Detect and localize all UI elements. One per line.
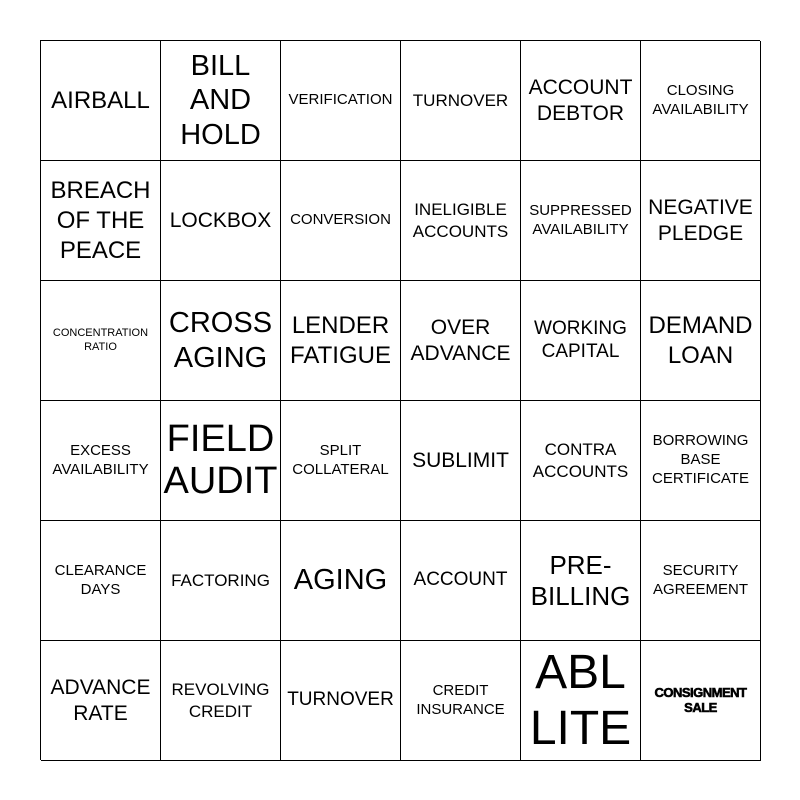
bingo-cell[interactable] — [401, 41, 521, 161]
cell-text: CONSIGNMENT SALE — [654, 685, 747, 715]
cell-text: SUBLIMIT — [412, 448, 509, 472]
bingo-cell[interactable] — [281, 161, 401, 281]
cell-text: SECURITY AGREEMENT — [652, 561, 748, 598]
bingo-cell[interactable] — [401, 521, 521, 641]
cell-text: LENDER FATIGUE — [290, 311, 391, 369]
bingo-cell[interactable] — [521, 401, 641, 521]
bingo-cell[interactable] — [161, 521, 281, 641]
cell-text: CREDIT INSURANCE — [416, 681, 505, 718]
cell-text: REVOLVING CREDIT — [171, 680, 270, 721]
bingo-cell[interactable] — [641, 161, 761, 281]
bingo-cell[interactable] — [521, 161, 641, 281]
cell-text: WORKING CAPITAL — [534, 317, 627, 362]
cell-text: PRE-BILLING — [530, 550, 631, 611]
bingo-cell[interactable] — [161, 641, 281, 761]
cell-text: ACCOUNT — [413, 569, 508, 591]
cell-text: TURNOVER — [412, 90, 509, 110]
bingo-cell[interactable] — [401, 281, 521, 401]
bingo-cell[interactable] — [41, 281, 161, 401]
bingo-cell[interactable] — [521, 281, 641, 401]
bingo-board — [40, 40, 760, 760]
cell-text: ADVANCE RATE — [50, 676, 151, 725]
bingo-cell[interactable] — [41, 41, 161, 161]
cell-text: VERIFICATION — [288, 91, 393, 109]
bingo-cell[interactable] — [161, 41, 281, 161]
cell-text: OVER ADVANCE — [410, 316, 511, 365]
bingo-cell[interactable] — [641, 641, 761, 761]
bingo-cell[interactable] — [641, 521, 761, 641]
bingo-cell[interactable] — [401, 401, 521, 521]
bingo-cell[interactable] — [41, 161, 161, 281]
bingo-cell[interactable] — [521, 521, 641, 641]
cell-text: LOCKBOX — [169, 208, 272, 232]
bingo-cell[interactable] — [161, 401, 281, 521]
bingo-cell[interactable] — [281, 641, 401, 761]
bingo-cell[interactable] — [521, 641, 641, 761]
bingo-cell[interactable] — [521, 41, 641, 161]
bingo-cell[interactable] — [281, 281, 401, 401]
bingo-cell[interactable] — [161, 161, 281, 281]
bingo-cell[interactable] — [641, 281, 761, 401]
cell-text: CLOSING AVAILABILITY — [652, 81, 749, 118]
bingo-cell[interactable] — [401, 161, 521, 281]
bingo-cell[interactable] — [281, 521, 401, 641]
bingo-cell[interactable] — [161, 281, 281, 401]
bingo-cell[interactable] — [41, 401, 161, 521]
cell-text: BORROWING BASE CERTIFICATE — [652, 432, 749, 487]
cell-text: AIRBALL — [51, 86, 150, 114]
cell-text: FIELD AUDIT — [163, 417, 278, 502]
cell-text: CONTRA ACCOUNTS — [532, 440, 629, 481]
cell-text: DEMAND LOAN — [648, 311, 753, 369]
cell-text: ABL LITE — [529, 646, 632, 755]
cell-text: CLEARANCE DAYS — [54, 561, 147, 598]
bingo-cell[interactable] — [401, 641, 521, 761]
bingo-cell[interactable] — [641, 41, 761, 161]
cell-text: BILL AND HOLD — [180, 50, 261, 151]
bingo-cell[interactable] — [41, 641, 161, 761]
cell-text: NEGATIVE PLEDGE — [648, 196, 753, 245]
cell-text: CONVERSION — [290, 211, 391, 229]
cell-text: AGING — [293, 564, 388, 597]
cell-text: TURNOVER — [287, 689, 394, 711]
cell-text: EXCESS AVAILABILITY — [52, 441, 149, 478]
bingo-cell[interactable] — [641, 401, 761, 521]
bingo-cell[interactable] — [281, 401, 401, 521]
cell-text: BREACH OF THE PEACE — [50, 176, 151, 264]
bingo-cell[interactable] — [281, 41, 401, 161]
cell-text: CROSS AGING — [168, 307, 273, 374]
cell-text: FACTORING — [171, 570, 270, 590]
cell-text: SPLIT COLLATERAL — [292, 441, 389, 478]
cell-text: CONCENTRATION RATIO — [52, 326, 149, 353]
bingo-cell[interactable] — [41, 521, 161, 641]
cell-text: INELIGIBLE ACCOUNTS — [412, 200, 509, 241]
cell-text: ACCOUNT DEBTOR — [528, 76, 633, 125]
cell-text: SUPPRESSED AVAILABILITY — [529, 201, 632, 238]
